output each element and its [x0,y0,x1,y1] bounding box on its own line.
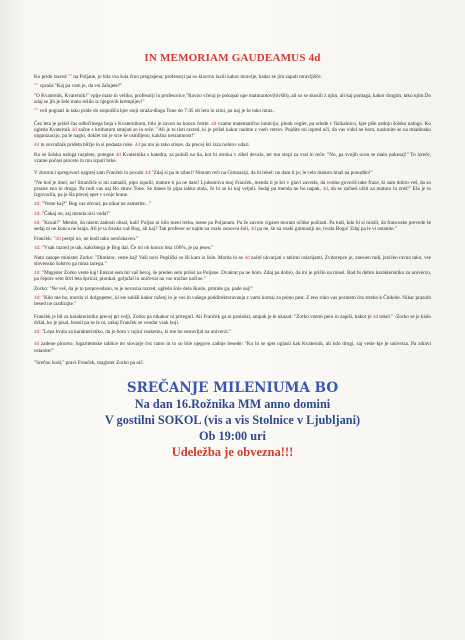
event-place: V gostilni SOKOL (vis a vis Stolnice v Ljubljani) [104,412,361,427]
class-name-highlight: 4d [144,170,151,177]
paragraph-text: zadene pincetо, logaritemske tablice ter slovarje čez ramo in to so bile njegove zadnje besede: "Ko bi se spet oglasil kak Kvaternik, ali kdo drugi, saj veste kje je univerza. Pa zdravi ostanite!" [34,341,431,354]
class-name-highlight: 4d [34,210,40,217]
story-paragraph [34,220,431,232]
paragraph-text: pa ne, še na vsaki gimnaziji ne, hvala Bogu! Zdaj pa le vi ostanite." [255,226,397,233]
paragraph-text: Ko se šolska naloga razplete, potegne [34,151,116,158]
story-paragraph [34,360,431,366]
story-paragraph [34,255,431,267]
class-name-highlight: 4d [55,235,61,242]
class-name-highlight: 4d [34,329,40,336]
paragraph-text: Kvaternika s katedra, za položi na tla, kot bi otroka v zibel devalo, ter mu stopi za vrat in reče: "No, pa svojih ocen se malo pokesaj!" To izreče, vzame počasi pincetо in mu izpuli brke. [34,151,432,164]
story-paragraph [34,245,431,251]
paragraph-text: potrpi no, ne bodi tako nenčakaven." [60,235,139,242]
story-paragraph [34,314,431,326]
paragraph-text: začel ukvarjati s takimi oslarijami. Zvitorepce je, znesien tudi, jezičen ravno tako, vse slovensko šolstvo ga nima tacega." [34,254,431,267]
class-name-highlight: 4d [34,201,40,208]
paragraph-text: , da se začneš učiti za maturo in zreš!" Ela je to izgovorila, pa je šla precej spet v svoje hrane. [34,185,431,198]
paragraph-text: Zorko: "Ne veš, da je to prepovedano, to je nevarna razred, uglėdo šole dela škodo, primite ga, pade naj!" [34,285,254,292]
paragraph-text: : "Lepa hvala za karakteristiko, da jo bom v tujini vsakemu, ki me bo sestavljal na univerzi." [39,329,232,336]
paragraph-text: Franček: " [34,235,56,242]
event-mandatory-note: Udeležba je obvezna!!! [171,444,294,459]
paragraph-text: "O Kvaternik, Kvaternik!" vpije malo in veliko, profesorji in profesorice,"Ravno včeraj je pokopal upe maturantov(bivših), ali so se skusili z njim, ali kaj pomaga, kakor drugim, tako njim.Do zdaj se jih je šele malo rešilo iz njegovih krempljev!" [34,92,431,105]
story-paragraph [34,170,431,176]
paragraph-text: rekel." -Zorko se je kislo držal, ko je pisal, branil pa se le ni, zakaj Franček se vendar vsak bojí. [34,313,431,326]
paragraph-text: "Srečno hodi," pravi Franček, magister Zorko pa nič. [34,359,144,366]
story-paragraph [34,93,431,105]
class-name-highlight: 4d [71,126,77,133]
story-paragraph [34,201,431,207]
paragraph-text: : "Čakaj no, saj menda nisi voda!" [39,210,111,217]
paragraph-text: Čez leta je prišel čas odločilnega boja s Kvaternikom, bilo je zavno na koncu četrte. [34,120,212,127]
story-body [34,74,431,366]
story-paragraph [34,236,431,242]
story-paragraph [34,341,431,353]
story-paragraph [34,286,431,292]
paragraph-text: Ko pride razred [34,74,68,80]
story-paragraph [34,121,431,140]
class-name-highlight: 4d [34,341,40,348]
class-name-highlight: 4d [372,313,379,320]
story-paragraph [34,152,431,164]
paragraph-text: vpraša:"Kaj pa vam je, da vsi žalujete?" [38,83,123,90]
class-name-highlight: 4d [134,142,141,149]
event-date: Na dan 16.Rožnika MM anno domini [134,396,331,411]
class-name-highlight: 4d [250,226,256,233]
story-paragraph [34,329,431,335]
paragraph-text: Nato zasope minister Zorko: "Direktor, veste kaj! Vaši novi Pupilčki so šli kam iz šole. Morda bi se [34,254,245,261]
paragraph-text: vzame matematično intuicijo, plonk cegler, pa odode v fizikalnico, kjer piše zadnjo šolsko nalogo. Ko ugleda Kvaternik [34,120,431,133]
story-paragraph [34,270,431,282]
class-name-highlight: 4d [34,270,40,277]
class-name-highlight: 4d [34,295,40,302]
class-name-highlight: 4d [34,142,40,149]
story-paragraph [34,180,431,199]
story-paragraph [34,74,431,80]
story-paragraph [34,295,431,307]
paragraph-text: : "Kdo me bo, morda vi dolgopetec, ki ste suhšli kakor raženj in je vas in vašega poddirektoravanja z vami komaj za polno pest. Z eno roko vas porinem čez streho k Činkole. Nikar praznih besed ne razdirajte." [34,295,431,308]
story-paragraph [34,211,431,217]
class-name-highlight: "" [34,108,39,115]
class-name-highlight: 4d [244,254,250,261]
paragraph-text: : "Kozal?" Menite, da nisem zadosti obsal, kali! Poljan ni bilo meni treba, mene pa Poljanam. Pa že zavolo cigaret moram očitke požirati. Pa tudi, kdo bi si mislil, da francoske prevede še sedaj ni ne konca ne kraja. Ali je ta žrnska vaš Bog, ali kaj? Tak profesor se najde na vsaki osnovni šoli, [34,220,431,233]
event-time: Ob 19:00 uri [199,428,266,443]
event-announcement [34,380,431,460]
paragraph-text: veli pognati in tako pride do stopnišča kjer stoji straža-dinga Tone do 7:45 ob letu in zimi, pa naj je še tako mraz. [38,108,274,115]
story-paragraph [34,142,431,148]
story-paragraph [34,108,431,114]
event-heading: SREČANJE MILENIUMA BO [126,379,339,396]
class-name-highlight: "" [67,74,73,80]
paragraph-text: Franček je bil za karakteristiko precej pri volji, Zorko pa nikakor ni pritegnil. Ali Franček ga ni poslušal, ampak je le ukazal: "Zorko vzemi pero in zapiši, kakor je [34,313,373,320]
paragraph-text: in sovražnik pridetа bližje in si podasta roke. [39,142,135,149]
class-name-highlight: "" [34,83,39,90]
paragraph-text: začne s krohotom smejati se in reče: "Ali je to tisti razred, ki je prišel kakor nadme z vseh vetrov. Pojdite mi izpred oči, da vas videl ne bom, naslonite se na mladinsko organizacijo, pa le naglo, dokler mi je srce še usmiljeno, kakšna nesramnost!" [34,126,431,139]
class-name-highlight: 4d [34,220,40,227]
class-name-highlight: 4d [34,245,40,252]
paragraph-text: V zbornici spregovori najprej sam Franček in povabi [34,170,145,177]
document-title: IN MEMORIAM GAUDEAMUS 4d [144,52,321,64]
paragraph-text: : "Veste kaj?" Bog vas obvari, pa nikar ne zameritе..." [39,201,151,208]
paragraph-text: : "Vsak razred je tak, kakršnega je Bog dal. Če mi ob koncu leta 100%, je pa jesen." [39,245,214,252]
paragraph-text: "Ne boš je imel, ne! Strančiče si mi zamašil, pipo izpulil, mature ti pa ne dam! Ljubezniva moj Franček, menda ti je kri v glavi zavrela, da vodno govoriš take fraze, ki sam dobro veš, da so prazne ena in druga. Pa tudi vas naj Bo straw Tone. Se danes bi pipa lahko stala, če bi se ki kaj veljali. Sedaj pa menda ne bo napak, [34,179,431,192]
paragraph-text: na Poljane, je bila vsa šola črno pregrajena; profesorji pa so klavrno lazili kakor mravlje, kadar se jim zapali mravljišče. [72,74,323,80]
paragraph-text: :"Zdaj si pa le izberi! Nimam reči na Gimnaziji, da bi rekel: ne dam ti je; le celo maturo imaš na ponudbo!" [150,170,373,177]
story-paragraph [34,83,431,89]
class-name-highlight: 4d [115,151,121,158]
class-name-highlight: 4d [322,185,328,192]
paragraph-text: pa mu jo tako stisne, da precej kri izza nohtov udari. [140,142,250,149]
paragraph-text: : "Magister Zorko veste kaj! Enkrat sem bil vaš heroj, še preden sem prišel na Poljane. Dvakrat pa ne bom. Zdaj pa dobro, da mi je prišlo na misel. Rad bi dobro karakteristiko za univerzo, pa čeprav sem štiri leta špricál, plonkal, goljufal in uničeval na vse možne načine." [34,270,431,283]
class-name-highlight: 4d [211,120,217,127]
